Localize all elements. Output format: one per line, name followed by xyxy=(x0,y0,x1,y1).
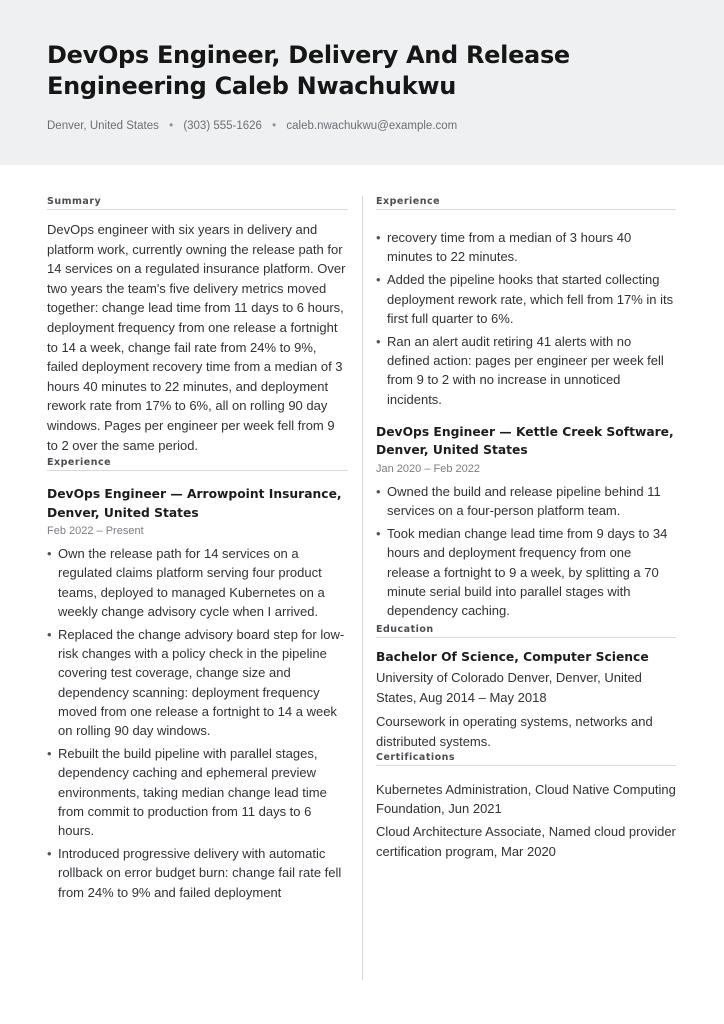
list-item: • Took median change lead time from 9 days to 34 hours and deployment frequency from one release a fortnight to 9 a week, by splitting a 70 minute serial build into parallel stages with dependency caching. xyxy=(376,524,676,620)
list-item: • Added the pipeline hooks that started collecting deployment rework rate, which fell from 17% in its first full quarter to 6%. xyxy=(376,270,676,328)
section-title-summary: Summary xyxy=(47,196,348,210)
job-bullets xyxy=(47,544,348,902)
education-coursework: Coursework in operating systems, networks and distributed systems. xyxy=(376,714,653,750)
job-title: DevOps Engineer — Arrowpoint Insurance, Denver, United States xyxy=(47,487,342,520)
contact-separator: • xyxy=(169,120,174,132)
summary-text: DevOps engineer with six years in delivery and platform work, currently owning the release path for 14 services on a regulated insurance platform. Over two years the team's five delivery metrics moved together: change lead time from 11 days to 6 hours, deployment frequency from one release a fortnight to 14 a week, change fail rate from 24% to 9%, failed deployment recovery time from a median of 3 hours 40 minutes to 22 minutes, and deployment rework rate from 17% to 6%, all on rolling 90 day windows. Pages per engineer per week fell from 9 to 2 over the same period. xyxy=(47,222,346,453)
job-dates: Jan 2020 – Feb 2022 xyxy=(376,462,480,475)
contact-email: caleb.nwachukwu@example.com xyxy=(286,120,458,132)
list-item: • Ran an alert audit retiring 41 alerts with no defined action: pages per engineer per week fell from 9 to 2 with no increase in unnoticed incidents. xyxy=(376,332,676,409)
resume-name: DevOps Engineer, Delivery And Release Engineering Caleb Nwachukwu xyxy=(47,41,570,100)
left-column xyxy=(47,196,348,906)
section-title-education: Education xyxy=(376,624,676,638)
right-column xyxy=(376,196,676,865)
contact-phone: (303) 555-1626 xyxy=(183,120,262,132)
contact-line xyxy=(47,120,457,132)
contact-location: Denver, United States xyxy=(47,120,159,132)
list-item: • Owned the build and release pipeline behind 11 services on a four-person platform team. xyxy=(376,482,676,520)
section-title-certifications: Certifications xyxy=(376,752,676,766)
contact-separator: • xyxy=(272,120,277,132)
education-school: University of Colorado Denver, Denver, United States, Aug 2014 – May 2018 xyxy=(376,670,642,705)
certification-item: Cloud Architecture Associate, Named cloud provider certification program, Mar 2020 xyxy=(376,824,676,859)
education-degree: Bachelor Of Science, Computer Science xyxy=(376,650,649,665)
list-item: • Rebuilt the build pipeline with parallel stages, dependency caching and ephemeral preview environments, taking median change lead time from commit to production from 11 days to 6 hours. xyxy=(47,744,348,840)
job-title: DevOps Engineer — Kettle Creek Software, Denver, United States xyxy=(376,424,674,458)
list-item: • recovery time from a median of 3 hours 40 minutes to 22 minutes. xyxy=(376,228,676,266)
section-title-experience: Experience xyxy=(47,457,348,471)
job-dates: Feb 2022 – Present xyxy=(47,525,144,538)
job-bullets xyxy=(376,228,676,409)
list-item: • Introduced progressive delivery with automatic rollback on error budget burn: change fail rate fell from 24% to 9% and failed deployment xyxy=(47,844,348,902)
resume-header xyxy=(0,0,724,165)
section-title-experience-continued: Experience xyxy=(376,196,676,210)
job-bullets xyxy=(376,482,676,620)
list-item: • Own the release path for 14 services on a regulated claims platform serving four product teams, deployed to managed Kubernetes on a weekly change advisory cycle when I arrived. xyxy=(47,544,348,621)
certification-item: Kubernetes Administration, Cloud Native Computing Foundation, Jun 2021 xyxy=(376,781,676,817)
list-item: • Replaced the change advisory board step for low-risk changes with a policy check in the pipeline covering test coverage, change size and dependency scanning: deployment frequency moved from one release a fortnight to 14 a week on rolling 90 day windows. xyxy=(47,625,348,740)
column-divider xyxy=(362,196,363,980)
